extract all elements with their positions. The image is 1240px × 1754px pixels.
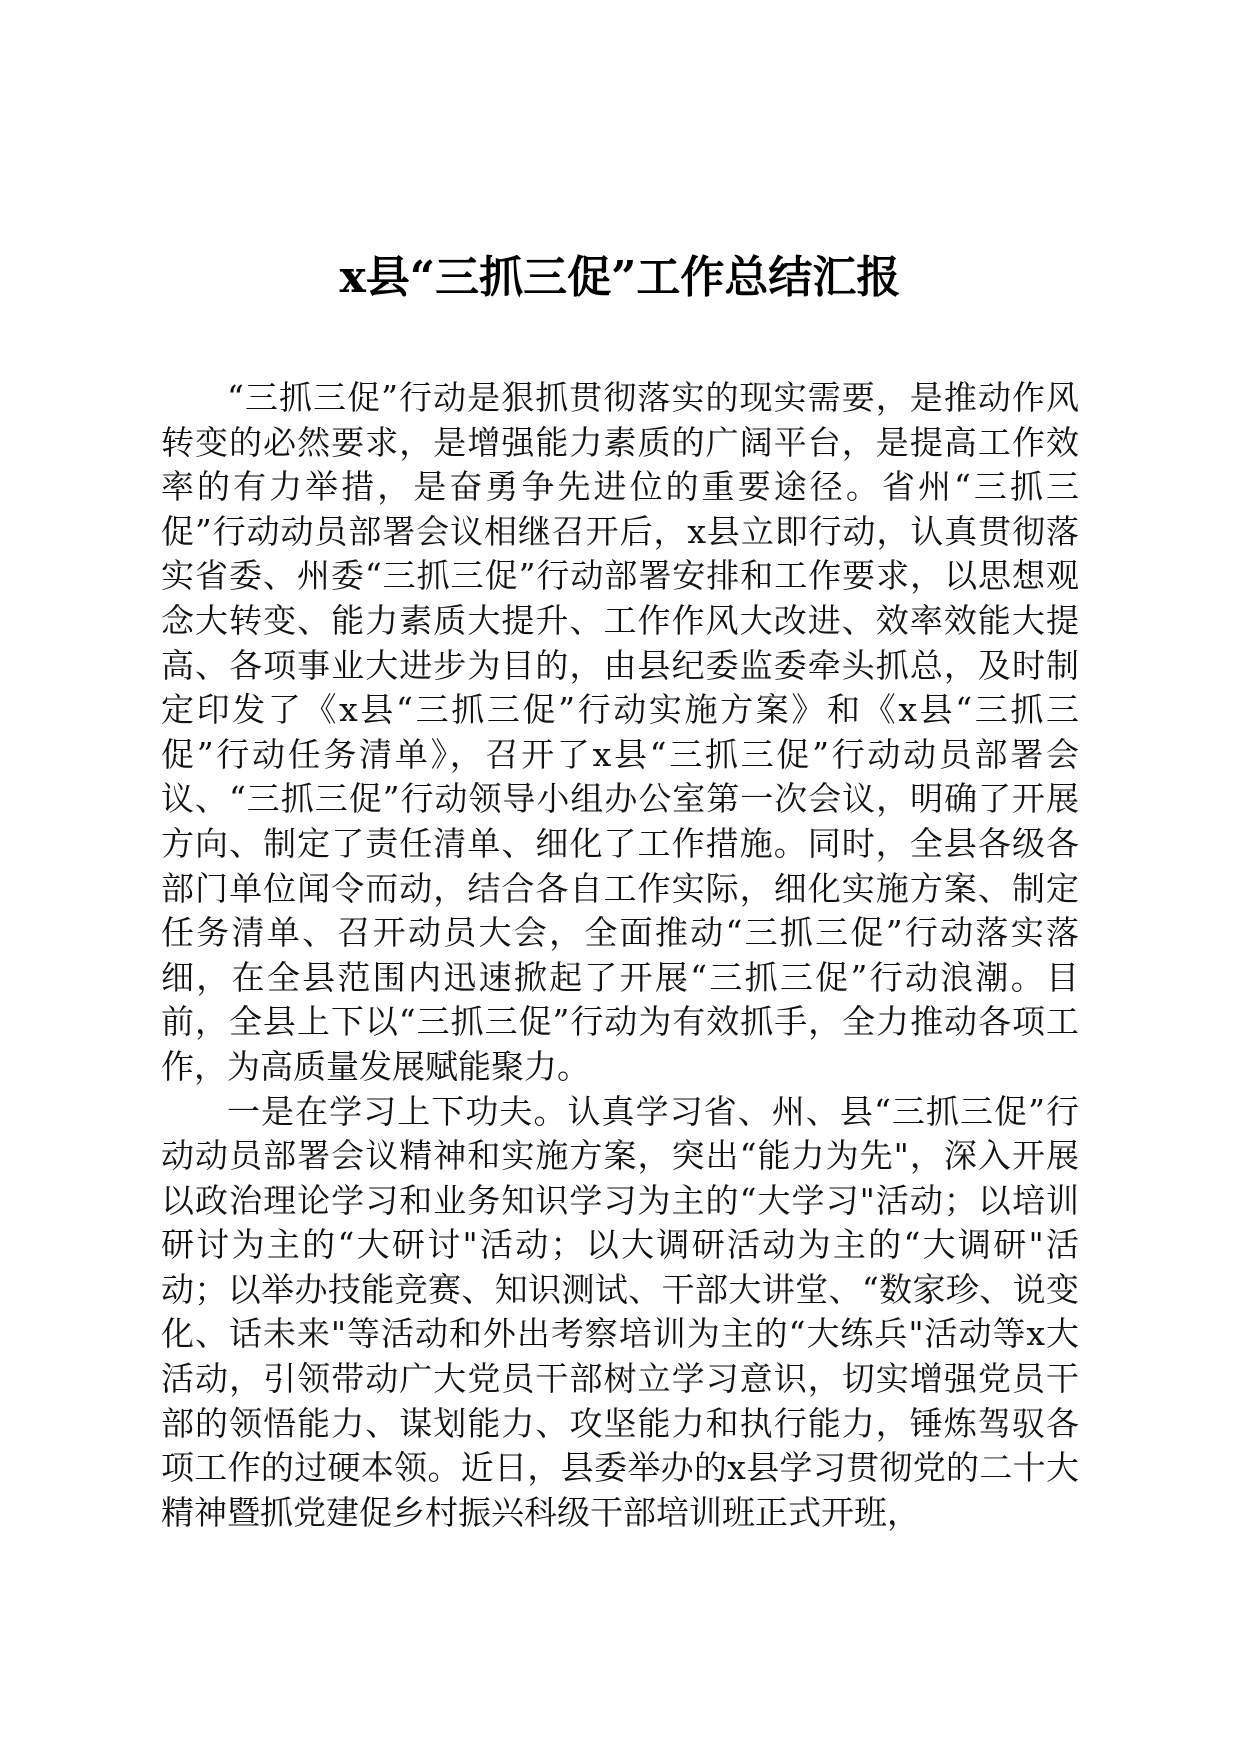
document-body — [161, 376, 1079, 1535]
document-title: x县“三抓三促”工作总结汇报 — [339, 252, 901, 303]
paragraph-study: 一是在学习上下功夫。认真学习省、州、县“三抓三促”行动动员部署会议精神和实施方案，突出“能力为先"，深入开展以政治理论学习和业务知识学习为主的“大学习"活动；以培训研讨为主的“大研讨"活动；以大调研活动为主的“大调研"活动；以举办技能竞赛、知识测试、干部大讲堂、“数家珍、说变化、话未来"等活动和外出考察培训为主的“大练兵"活动等x大活动，引领带动广大党员干部树立学习意识，切实增强党员干部的领悟能力、谋划能力、攻坚能力和执行能力，锤炼驾驭各项工作的过硬本领。近日，县委举办的x县学习贯彻党的二十大精神暨抓党建促乡村振兴科级干部培训班正式开班， — [161, 1091, 1079, 1532]
paragraph-intro: “三抓三促”行动是狠抓贯彻落实的现实需要，是推动作风转变的必然要求，是增强能力素质的广阔平台，是提高工作效率的有力举措，是奋勇争先进位的重要途径。省州“三抓三促”行动动员部署会议相继召开后，x县立即行动，认真贯彻落实省委、州委“三抓三促”行动部署安排和工作要求，以思想观念大转变、能力素质大提升、工作作风大改进、效率效能大提高、各项事业大进步为目的，由县纪委监委牵头抓总，及时制定印发了《x县“三抓三促”行动实施方案》和《x县“三抓三促”行动任务清单》，召开了x县“三抓三促”行动动员部署会议、“三抓三促”行动领导小组办公室第一次会议，明确了开展方向、制定了责任清单、细化了工作措施。同时，全县各级各部门单位闻令而动，结合各自工作实际，细化实施方案、制定任务清单、召开动员大会，全面推动“三抓三促”行动落实落细，在全县范围内迅速掀起了开展“三抓三促”行动浪潮。目前，全县上下以“三抓三促”行动为有效抓手，全力推动各项工作，为高质量发展赋能聚力。 — [161, 378, 1079, 1086]
